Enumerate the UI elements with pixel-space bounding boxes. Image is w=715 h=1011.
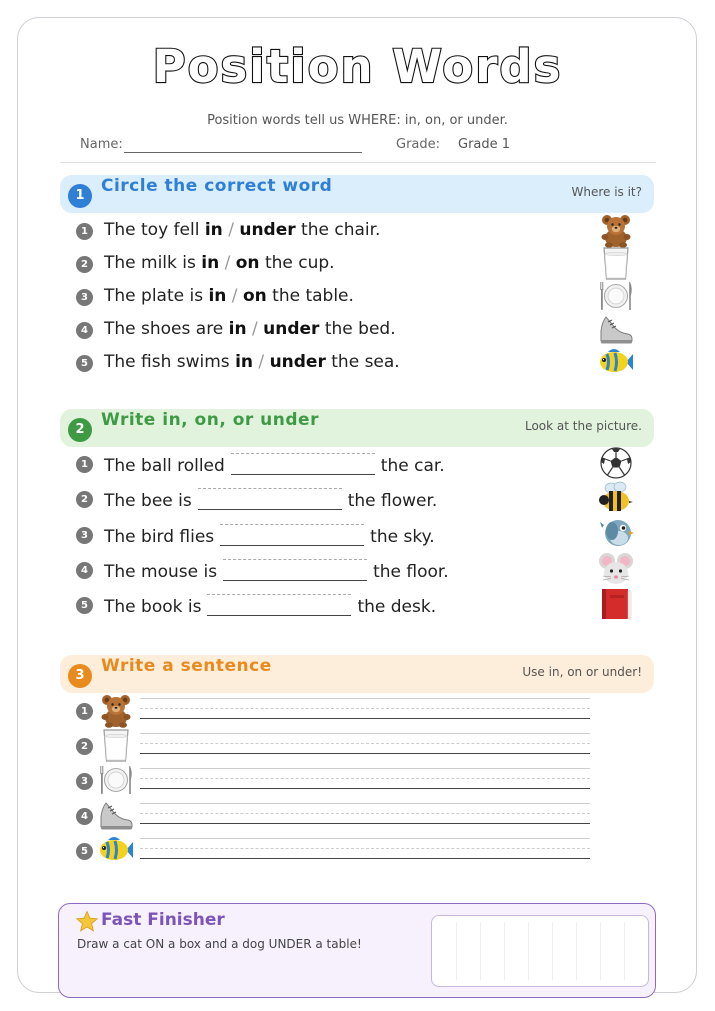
page-title: Position Words — [152, 40, 563, 93]
handwriting-lines[interactable] — [140, 768, 590, 790]
star-icon — [75, 910, 99, 934]
circle-word-item — [76, 317, 636, 345]
sentence-start: The plate is — [104, 286, 209, 306]
sneaker-icon — [598, 311, 634, 347]
item-sentence — [104, 253, 335, 273]
section-number-badge: 3 — [68, 664, 92, 688]
mouse-icon — [598, 551, 634, 587]
item-sentence — [104, 559, 449, 582]
sentence-end: the floor. — [373, 562, 449, 582]
bee-icon — [598, 480, 634, 516]
item-number-badge: 1 — [76, 456, 93, 473]
option-word-2[interactable]: under — [239, 220, 296, 240]
option-separator: / — [253, 352, 270, 372]
header-divider — [60, 162, 656, 163]
sentence-writing-row — [76, 799, 596, 835]
option-separator: / — [219, 253, 236, 273]
grade-label: Grade: — [396, 137, 441, 152]
item-number-badge: 3 — [76, 527, 93, 544]
circle-word-item — [76, 284, 636, 312]
sentence-start: The mouse is — [104, 562, 218, 582]
answer-blank[interactable] — [220, 524, 364, 546]
option-word-2[interactable]: under — [263, 319, 320, 339]
sentence-end: the desk. — [357, 597, 437, 617]
item-number-badge: 4 — [76, 562, 93, 579]
fast-finisher-title: Fast Finisher — [101, 910, 225, 930]
plate-cutlery-icon — [98, 762, 134, 798]
option-word-in[interactable]: in — [201, 253, 220, 273]
name-grade-row — [80, 137, 640, 157]
item-number-badge: 1 — [76, 223, 93, 240]
handwriting-lines[interactable] — [140, 838, 590, 860]
sentence-start: The shoes are — [104, 319, 229, 339]
section-number-badge: 1 — [68, 184, 92, 208]
item-sentence — [104, 594, 436, 617]
section-1-header — [60, 175, 654, 213]
soccer-ball-icon — [598, 445, 634, 481]
option-separator: / — [226, 286, 243, 306]
circle-word-item — [76, 218, 636, 246]
answer-blank[interactable] — [223, 559, 367, 581]
answer-blank[interactable] — [198, 488, 342, 510]
drawing-area[interactable] — [431, 915, 649, 987]
item-sentence — [104, 453, 445, 476]
section-title: Circle the correct word — [101, 176, 333, 196]
fill-blank-item — [76, 592, 636, 620]
sentence-writing-row — [76, 834, 596, 870]
fill-blank-item — [76, 451, 636, 479]
fast-finisher-instruction: Draw a cat ON a box and a dog UNDER a table! — [77, 937, 362, 951]
fill-blank-item — [76, 486, 636, 514]
item-sentence — [104, 352, 400, 372]
glass-of-milk-icon — [98, 727, 134, 763]
option-word-in[interactable]: in — [208, 286, 227, 306]
sentence-end: the sky. — [370, 527, 435, 547]
option-separator: / — [246, 319, 264, 339]
sentence-writing-row — [76, 694, 596, 730]
name-field[interactable] — [124, 152, 362, 153]
sentence-start: The toy fell — [104, 220, 205, 240]
sentence-writing-row — [76, 729, 596, 765]
item-number-badge: 2 — [76, 491, 93, 508]
grade-value: Grade 1 — [458, 137, 511, 152]
sentence-end: the bed. — [319, 319, 396, 339]
option-word-2[interactable]: on — [242, 286, 267, 306]
item-number-badge: 1 — [76, 703, 93, 720]
circle-word-item — [76, 350, 636, 378]
option-word-2[interactable]: under — [269, 352, 326, 372]
option-word-in[interactable]: in — [204, 220, 223, 240]
fill-blank-item — [76, 522, 636, 550]
item-sentence — [104, 319, 396, 339]
circle-word-item — [76, 251, 636, 279]
sentence-end: the chair. — [295, 220, 381, 240]
sentence-writing-row — [76, 764, 596, 800]
tropical-fish-icon — [98, 832, 134, 868]
item-number-badge: 5 — [76, 843, 93, 860]
sentence-end: the table. — [266, 286, 354, 306]
section-3-header — [60, 655, 654, 693]
handwriting-lines[interactable] — [140, 803, 590, 825]
plate-cutlery-icon — [598, 278, 634, 314]
sentence-start: The bee is — [104, 491, 192, 511]
answer-blank[interactable] — [231, 453, 375, 475]
option-word-in[interactable]: in — [228, 319, 247, 339]
fill-blank-item — [76, 557, 636, 585]
option-separator: / — [222, 220, 240, 240]
item-sentence — [104, 220, 380, 240]
bird-icon — [598, 516, 634, 552]
section-2-header — [60, 409, 654, 447]
item-sentence — [104, 286, 354, 306]
section-hint: Look at the picture. — [524, 419, 642, 433]
option-word-in[interactable]: in — [235, 352, 254, 372]
sentence-start: The ball rolled — [104, 456, 225, 476]
option-word-2[interactable]: on — [235, 253, 260, 273]
name-label: Name: — [80, 137, 123, 152]
sentence-start: The book is — [104, 597, 202, 617]
item-number-badge: 4 — [76, 322, 93, 339]
handwriting-lines[interactable] — [140, 733, 590, 755]
book-icon — [598, 586, 634, 622]
item-number-badge: 2 — [76, 738, 93, 755]
sentence-end: the cup. — [259, 253, 335, 273]
section-hint: Use in, on or under! — [522, 665, 642, 679]
section-hint: Where is it? — [571, 185, 642, 199]
item-number-badge: 4 — [76, 808, 93, 825]
item-number-badge: 5 — [76, 597, 93, 614]
item-number-badge: 5 — [76, 355, 93, 372]
sneaker-icon — [98, 797, 134, 833]
sentence-start: The milk is — [104, 253, 202, 273]
item-sentence — [104, 524, 435, 547]
section-number-badge: 2 — [68, 418, 92, 442]
glass-of-milk-icon — [598, 245, 634, 281]
item-number-badge: 2 — [76, 256, 93, 273]
section-title: Write in, on, or under — [101, 410, 319, 430]
answer-blank[interactable] — [207, 594, 351, 616]
title-container — [0, 40, 715, 93]
fast-finisher-box — [58, 903, 656, 998]
teddy-bear-icon — [98, 692, 134, 728]
tropical-fish-icon — [598, 344, 634, 380]
sentence-start: The fish swims — [104, 352, 236, 372]
sentence-end: the flower. — [347, 491, 438, 511]
item-number-badge: 3 — [76, 773, 93, 790]
sentence-end: the sea. — [325, 352, 400, 372]
handwriting-lines[interactable] — [140, 698, 590, 720]
sentence-end: the car. — [380, 456, 445, 476]
item-number-badge: 3 — [76, 289, 93, 306]
teddy-bear-icon — [598, 212, 634, 248]
sentence-start: The bird flies — [104, 527, 215, 547]
item-sentence — [104, 488, 437, 511]
page-subtitle: Position words tell us WHERE: in, on, or under. — [207, 113, 508, 128]
section-title: Write a sentence — [101, 656, 272, 676]
